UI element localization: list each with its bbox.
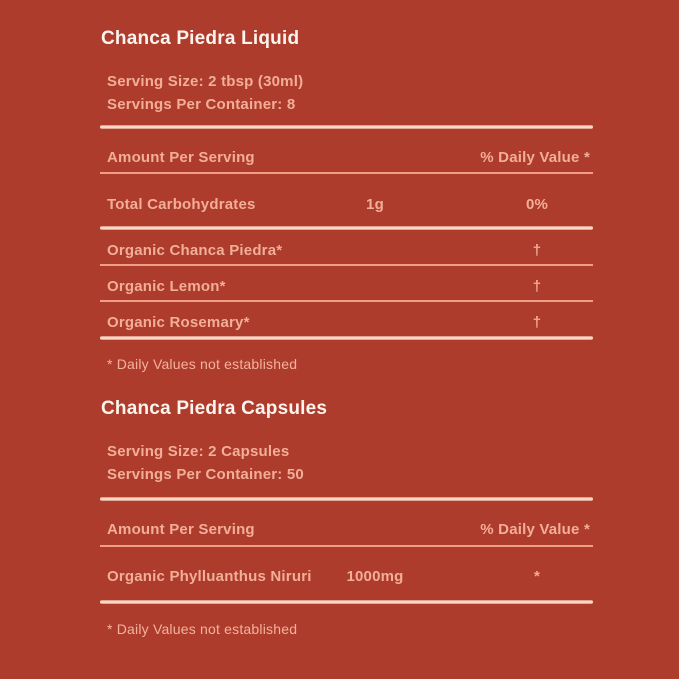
capsules-table-header	[100, 521, 593, 539]
ingredient-name: Organic Lemon*	[107, 278, 226, 295]
divider-thick	[100, 125, 593, 129]
liquid-section-title: Chanca Piedra Liquid	[101, 28, 300, 49]
divider-thin	[100, 172, 593, 174]
dagger-symbol: †	[532, 242, 542, 259]
ingredient-name: Organic Phylluanthus Niruri	[107, 568, 312, 585]
table-row-total-carbohydrates	[100, 196, 593, 214]
dagger-symbol: †	[532, 314, 542, 331]
divider-thick	[100, 600, 593, 604]
asterisk-symbol: *	[533, 568, 541, 585]
ingredient-amount: 1000mg	[346, 568, 404, 585]
table-row-rosemary	[100, 314, 593, 332]
liquid-footnote: * Daily Values not established	[107, 356, 298, 372]
dagger-symbol: †	[532, 278, 542, 295]
daily-value-header: % Daily Value *	[480, 149, 590, 166]
supplement-facts-panel	[100, 0, 593, 679]
daily-value-header: % Daily Value *	[480, 521, 590, 538]
table-row-lemon	[100, 278, 593, 296]
nutrient-name: Total Carbohydrates	[107, 196, 256, 213]
capsules-section-title: Chanca Piedra Capsules	[101, 398, 328, 419]
table-row-chanca-piedra	[100, 242, 593, 260]
ingredient-name: Organic Chanca Piedra*	[107, 242, 283, 259]
capsules-servings-per-container: Servings Per Container: 50	[107, 466, 304, 483]
divider-thick	[100, 336, 593, 340]
amount-per-serving-header: Amount Per Serving	[107, 521, 255, 538]
capsules-serving-size: Serving Size: 2 Capsules	[107, 443, 290, 460]
ingredient-name: Organic Rosemary*	[107, 314, 250, 331]
table-row-phylluanthus-niruri	[100, 568, 593, 586]
capsules-footnote: * Daily Values not established	[107, 621, 298, 637]
divider-thin	[100, 264, 593, 266]
divider-thin	[100, 300, 593, 302]
liquid-servings-per-container: Servings Per Container: 8	[107, 96, 296, 113]
divider-thin	[100, 545, 593, 547]
nutrient-daily-value: 0%	[525, 196, 549, 213]
liquid-serving-size: Serving Size: 2 tbsp (30ml)	[107, 73, 304, 90]
amount-per-serving-header: Amount Per Serving	[107, 149, 255, 166]
divider-thick	[100, 497, 593, 501]
nutrient-amount: 1g	[366, 196, 384, 213]
liquid-table-header	[100, 149, 593, 167]
divider-thick	[100, 226, 593, 230]
